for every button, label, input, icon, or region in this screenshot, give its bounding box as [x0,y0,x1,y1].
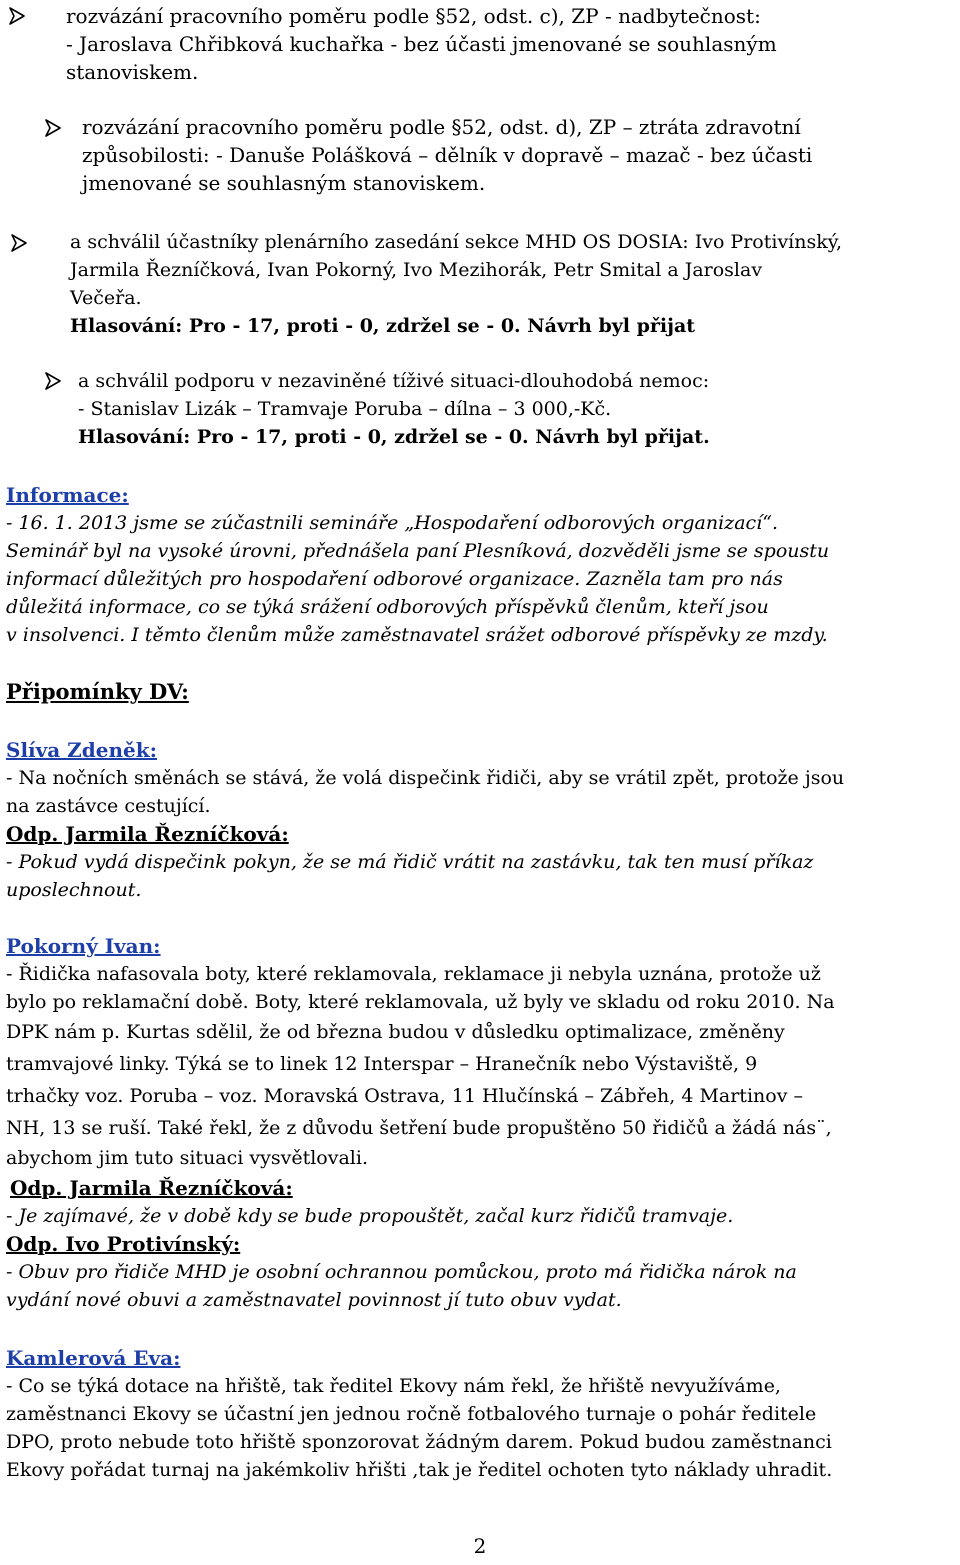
reply-block [6,1202,956,1314]
bullet-line: - Jaroslava Chřibková kuchařka - bez účasti jmenované se souhlasným [66,32,777,56]
paragraph-line: uposlechnout. [6,879,142,901]
speaker-heading: Slíva Zdeněk: [6,738,157,762]
paragraph-line: bylo po reklamační době. Boty, které reklamovala, už byly ve skladu od roku 2010. Na [6,991,835,1013]
bullet-line: jmenované se souhlasným stanoviskem. [82,171,486,195]
arrow-bullet-icon [10,233,28,253]
bullet-line: rozvázání pracovního poměru podle §52, odst. c), ZP - nadbytečnost: [66,4,761,28]
page-number: 2 [473,1534,487,1558]
bullet-line: Večeřa. [70,287,142,309]
paragraph-line: zaměstnanci Ekovy se účastní jen jednou ročně fotbalového turnaje o pohár ředitele [6,1403,817,1425]
paragraph-line: důležitá informace, co se týká srážení odborových příspěvků členům, kteří jsou [6,596,769,618]
bullet-item [70,228,956,340]
bullet-line: rozvázání pracovního poměru podle §52, odst. d), ZP – ztráta zdravotní [82,115,801,139]
arrow-bullet-icon [44,371,62,391]
paragraph-line: vydání nové obuvi a zaměstnavatel povinnost jí tuto obuv vydat. [6,1289,622,1311]
paragraph-line: Ekovy pořádat turnaj na jakémkoliv hřišti ,tak je ředitel ochoten tyto náklady uhradit. [6,1459,833,1481]
bullet-item [66,2,956,86]
paragraph-line: abychom jim tuto situaci vysvětlovali. [6,1147,368,1169]
paragraph-line: - Obuv pro řidiče MHD je osobní ochrannou pomůckou, proto má řidička nárok na [6,1261,797,1283]
paragraph-line: - 16. 1. 2013 jsme se zúčastnili semináře „Hospodaření odborových organizací“. [6,512,778,534]
reply-heading: Odp. Ivo Protivínský: [6,1232,241,1256]
paragraph-line: v insolvenci. I těmto členům může zaměstnavatel srážet odborové příspěvky ze mzdy. [6,624,828,646]
paragraph-line: informací důležitých pro hospodaření odborové organizace. Zazněla tam pro nás [6,568,783,590]
bullet-item [78,367,956,451]
bullet-line: způsobilosti: - Danuše Polášková – dělník v dopravě – mazač - bez účasti [82,143,813,167]
bullet-line: - Stanislav Lizák – Tramvaje Poruba – dílna – 3 000,-Kč. [78,398,612,420]
paragraph-line: tramvajové linky. Týká se to linek 12 Interspar – Hranečník nebo Výstaviště, 9 [6,1053,758,1075]
paragraph-line: na zastávce cestující. [6,795,211,817]
bullet-item [82,113,956,197]
paragraph-line: trhačky voz. Poruba – voz. Moravská Ostrava, 11 Hlučínská – Zábřeh, 4 Martinov – [6,1085,803,1107]
bullet-line: a schválil podporu v nezaviněné tíživé situaci-dlouhodobá nemoc: [78,370,710,392]
paragraph-line: DPK nám p. Kurtas sdělil, že od března budou v důsledku optimalizace, změněny [6,1021,785,1043]
section-heading: Připomínky DV: [6,679,189,704]
arrow-bullet-icon [8,6,26,26]
section-informace [6,481,956,649]
paragraph-line: DPO, proto nebude toto hřiště sponzorovat žádným darem. Pokud budou zaměstnanci [6,1431,832,1453]
section-kamlerova [6,1344,956,1484]
section-sliva [6,736,956,904]
speaker-heading: Pokorný Ivan: [6,934,161,958]
arrow-bullet-icon [44,118,62,138]
reply-block [10,1174,956,1202]
paragraph-line: - Co se týká dotace na hřiště, tak ředitel Ekovy nám řekl, že hřiště nevyužíváme, [6,1375,781,1397]
paragraph-line: Seminář byl na vysoké úrovni, přednášela paní Plesníková, dozvěděli jsme se spoustu [6,540,830,562]
vote-result: Hlasování: Pro - 17, proti - 0, zdržel se - 0. Návrh byl přijat. [78,426,710,448]
bullet-line: a schválil účastníky plenárního zasedání sekce MHD OS DOSIA: Ivo Protivínský, [70,231,843,253]
paragraph-line: - Pokud vydá dispečink pokyn, že se má řidič vrátit na zastávku, tak ten musí příkaz [6,851,814,873]
vote-result: Hlasování: Pro - 17, proti - 0, zdržel se - 0. Návrh byl přijat [70,315,696,337]
speaker-heading: Kamlerová Eva: [6,1346,181,1370]
section-pokorny [6,932,956,1172]
bullet-line: Jarmila Řezníčková, Ivan Pokorný, Ivo Mezihorák, Petr Smital a Jaroslav [70,259,763,281]
paragraph-line: - Řidička nafasovala boty, které reklamovala, reklamace ji nebyla uznána, protože už [6,963,821,985]
section-heading: Informace: [6,483,129,507]
bullet-line: stanoviskem. [66,60,199,84]
paragraph-line: - Na nočních směnách se stává, že volá dispečink řidiči, aby se vrátil zpět, protože jsou [6,767,845,789]
paragraph-line: NH, 13 se ruší. Také řekl, že z důvodu šetření bude propuštěno 50 řidičů a žádá nás¨, [6,1117,832,1139]
section-pripominky [6,678,956,706]
reply-heading: Odp. Jarmila Řezníčková: [6,822,289,846]
paragraph-line: - Je zajímavé, že v době kdy se bude propouštět, začal kurz řidičů tramvaje. [6,1205,734,1227]
reply-heading: Odp. Jarmila Řezníčková: [10,1176,293,1200]
